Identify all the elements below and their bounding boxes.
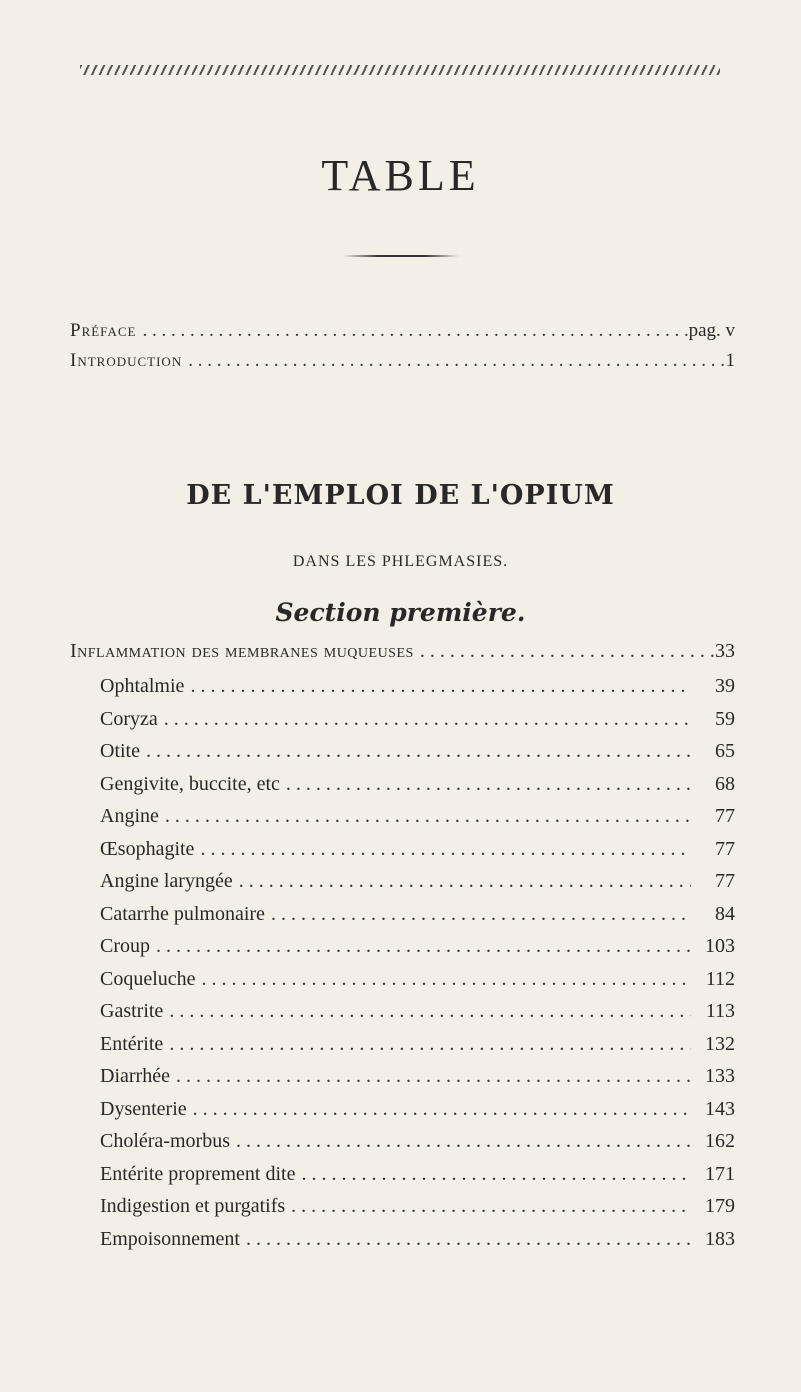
toc-page: 77 (715, 805, 735, 827)
toc-entry[interactable] (100, 1098, 735, 1121)
toc-label: Empoisonnement (100, 1227, 240, 1250)
toc-label: Inflammation des membranes muqueuses (70, 640, 414, 662)
title-rule (343, 255, 459, 257)
toc-entry[interactable] (100, 935, 735, 958)
leader-dots (280, 773, 691, 796)
toc-entry[interactable] (100, 773, 735, 796)
leader-dots (285, 1195, 691, 1218)
toc-page: 77 (715, 870, 735, 892)
toc-entry[interactable] (100, 1195, 735, 1218)
toc-entry[interactable] (100, 838, 735, 861)
toc-page: 59 (715, 707, 735, 730)
leader-dots (414, 640, 715, 663)
toc-label: Entérite proprement dite (100, 1162, 296, 1185)
toc-entry[interactable] (100, 1163, 735, 1186)
leader-dots (187, 1098, 691, 1121)
toc-entry[interactable] (100, 1130, 735, 1153)
toc-label: Otite (100, 740, 140, 762)
toc-label: Choléra-morbus (100, 1130, 230, 1152)
leader-dots (182, 350, 725, 372)
toc-page: 39 (715, 675, 735, 697)
header-ornament (80, 65, 720, 75)
leader-dots (150, 935, 691, 958)
toc-page: 183 (705, 1227, 735, 1250)
toc-label: Introduction (70, 350, 183, 371)
toc-entry[interactable] (100, 903, 735, 926)
toc-page: 103 (705, 935, 735, 957)
toc-entry[interactable] (100, 968, 735, 991)
toc-page: 84 (715, 902, 735, 925)
toc-page: 113 (705, 1000, 735, 1022)
toc-label: Diarrhée (100, 1065, 170, 1087)
toc-page: 1 (725, 350, 735, 371)
toc-label: Coqueluche (100, 967, 196, 990)
leader-dots (265, 903, 691, 926)
toc-page: 68 (715, 772, 735, 795)
toc-chapter[interactable] (70, 640, 735, 663)
leader-dots (163, 1033, 691, 1056)
toc-page: 162 (705, 1130, 735, 1152)
leader-dots (233, 870, 691, 893)
toc-entry[interactable] (100, 1228, 735, 1251)
toc-label: Œsophagite (100, 837, 195, 860)
toc-entry[interactable] (100, 740, 735, 763)
leader-dots (194, 838, 691, 861)
toc-entry[interactable] (100, 1065, 735, 1088)
toc-label: Dysenterie (100, 1097, 187, 1120)
toc-label: Angine laryngée (100, 870, 233, 892)
toc-page: 112 (705, 967, 735, 990)
toc-label: Entérite (100, 1032, 164, 1055)
toc-label: Angine (100, 805, 159, 827)
toc-page: 133 (705, 1065, 735, 1087)
leader-dots (230, 1130, 691, 1153)
leader-dots (159, 805, 691, 828)
toc-label: Coryza (100, 707, 158, 730)
leader-dots (184, 675, 691, 698)
toc-page: 65 (715, 740, 735, 762)
toc-label: Gastrite (100, 1000, 164, 1022)
leader-dots (158, 708, 691, 731)
leader-dots (140, 740, 691, 763)
toc-page: 132 (705, 1032, 735, 1055)
main-heading: DE L'EMPLOI DE L'OPIUM (186, 480, 615, 511)
leader-dots (136, 320, 688, 342)
sub-heading: DANS LES PHLEGMASIES. (292, 553, 509, 570)
toc-label: Préface (70, 320, 137, 341)
toc-page: pag. v (688, 320, 735, 341)
toc-page: 143 (705, 1097, 735, 1120)
page-title: TABLE (321, 151, 480, 200)
toc-page: 179 (705, 1195, 735, 1217)
toc-entry[interactable] (100, 805, 735, 828)
toc-row-introduction[interactable] (70, 350, 735, 372)
toc-entry[interactable] (100, 870, 735, 893)
toc-entry[interactable] (100, 708, 735, 731)
toc-page: 33 (715, 640, 735, 662)
toc-row-preface[interactable] (70, 320, 735, 342)
leader-dots (163, 1000, 691, 1023)
toc-label: Catarrhe pulmonaire (100, 902, 265, 925)
leader-dots (240, 1228, 691, 1251)
toc-entry[interactable] (100, 1000, 735, 1023)
leader-dots (170, 1065, 691, 1088)
toc-page: 77 (715, 837, 735, 860)
section-title: Section première. (275, 598, 526, 627)
toc-entry[interactable] (100, 1033, 735, 1056)
leader-dots (196, 968, 691, 991)
leader-dots (295, 1163, 691, 1186)
toc-label: Gengivite, buccite, etc (100, 772, 280, 795)
toc-label: Croup (100, 935, 150, 957)
toc-page: 171 (705, 1162, 735, 1185)
toc-entry[interactable] (100, 675, 735, 698)
toc-label: Ophtalmie (100, 675, 185, 697)
toc-label: Indigestion et purgatifs (100, 1195, 286, 1217)
